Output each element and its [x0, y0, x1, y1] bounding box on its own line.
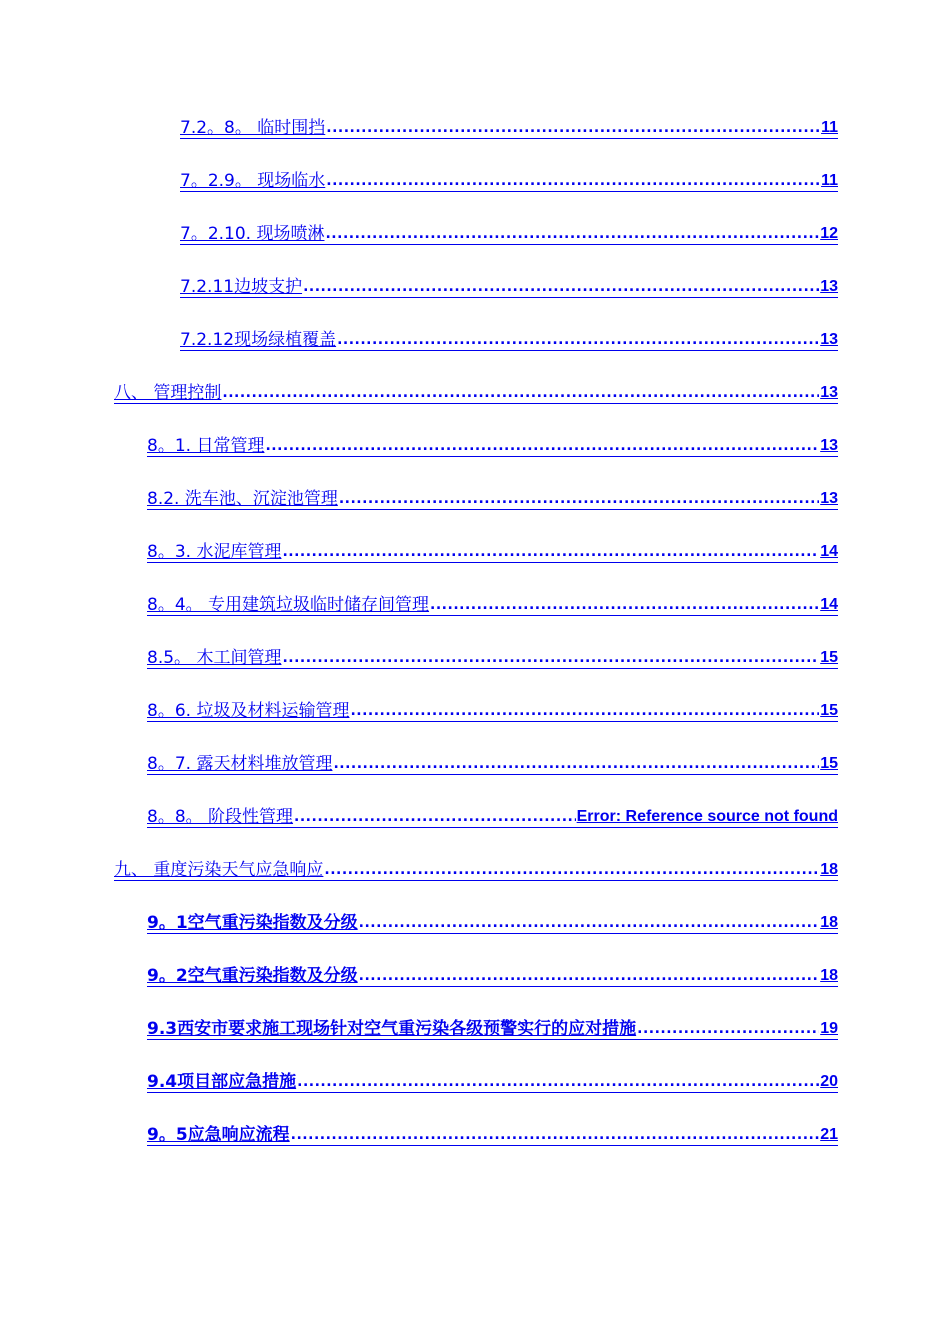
- toc-leader-dots: [265, 436, 819, 456]
- toc-leader-dots: [282, 648, 819, 668]
- toc-entry-8-7[interactable]: [147, 750, 838, 775]
- toc-entry-page: 19: [820, 1020, 838, 1037]
- toc-leader-dots: [294, 807, 576, 827]
- toc-entry-section-8[interactable]: [114, 379, 838, 404]
- toc-entry-page: Error: Reference source not found: [576, 808, 838, 825]
- toc-entry-9-1[interactable]: [147, 909, 838, 934]
- toc-entry-page: 18: [820, 914, 838, 931]
- toc-entry-title: 9。2空气重污染指数及分级: [147, 966, 358, 986]
- toc-entry-title: 9。1空气重污染指数及分级: [147, 913, 358, 933]
- toc-leader-dots: [282, 542, 819, 562]
- toc-entry-page: 11: [821, 119, 838, 136]
- toc-entry-title: 8。8。 阶段性管理: [147, 807, 294, 827]
- toc-entry-page: 14: [820, 543, 838, 560]
- toc-entry-7-2-11[interactable]: [180, 273, 838, 298]
- toc-entry-page: 18: [820, 967, 838, 984]
- toc-leader-dots: [303, 277, 819, 297]
- toc-entry-title: 7.2.11边坡支护: [180, 277, 303, 297]
- toc-leader-dots: [222, 383, 819, 403]
- toc-entry-9-2[interactable]: [147, 962, 838, 987]
- toc-leader-dots: [359, 966, 820, 986]
- toc-entry-page: 15: [820, 755, 838, 772]
- toc-entry-title: 8。4。 专用建筑垃圾临时储存间管理: [147, 595, 430, 615]
- toc-entry-section-9[interactable]: [114, 856, 838, 881]
- toc-entry-title: 7.2.12现场绿植覆盖: [180, 330, 337, 350]
- toc-leader-dots: [359, 913, 820, 933]
- toc-leader-dots: [297, 1072, 819, 1092]
- toc-leader-dots: [337, 330, 819, 350]
- toc-entry-8-1[interactable]: [147, 432, 838, 457]
- toc-entry-title: 8。3. 水泥库管理: [147, 542, 282, 562]
- toc-leader-dots: [430, 595, 819, 615]
- toc-entry-7-2-10[interactable]: [180, 220, 838, 245]
- toc-entry-8-8[interactable]: [147, 803, 838, 828]
- toc-entry-page: 12: [820, 225, 838, 242]
- toc-entry-title: 8。1. 日常管理: [147, 436, 265, 456]
- toc-entry-page: 18: [820, 861, 838, 878]
- toc-entry-8-5[interactable]: [147, 644, 838, 669]
- toc-entry-8-3[interactable]: [147, 538, 838, 563]
- toc-entry-title: 九、 重度污染天气应急响应: [114, 860, 324, 880]
- toc-leader-dots: [326, 118, 820, 138]
- toc-entry-title: 7。2.9。 现场临水: [180, 171, 326, 191]
- toc-entry-title: 9.4项目部应急措施: [147, 1072, 297, 1092]
- toc-entry-page: 15: [820, 649, 838, 666]
- toc-leader-dots: [339, 489, 819, 509]
- toc-entry-title: 7.2。8。 临时围挡: [180, 118, 326, 138]
- toc-leader-dots: [350, 701, 819, 721]
- toc-entry-title: 9。5应急响应流程: [147, 1125, 290, 1145]
- toc-leader-dots: [324, 860, 819, 880]
- toc-entry-title: 8.2. 洗车池、沉淀池管理: [147, 489, 338, 509]
- toc-entry-page: 13: [820, 437, 838, 454]
- toc-entry-8-6[interactable]: [147, 697, 838, 722]
- toc-entry-7-2-9[interactable]: [180, 167, 838, 192]
- toc-entry-page: 14: [820, 596, 838, 613]
- toc-entry-8-4[interactable]: [147, 591, 838, 616]
- toc-entry-page: 13: [820, 384, 838, 401]
- toc-entry-7-2-12[interactable]: [180, 326, 838, 351]
- toc-entry-page: 20: [820, 1073, 838, 1090]
- toc-entry-page: 15: [820, 702, 838, 719]
- toc-entry-title: 8。6. 垃圾及材料运输管理: [147, 701, 350, 721]
- toc-entry-title: 八、 管理控制: [114, 383, 222, 403]
- toc-entry-title: 7。2.10. 现场喷淋: [180, 224, 325, 244]
- toc-entry-title: 8.5。 木工间管理: [147, 648, 282, 668]
- toc-leader-dots: [326, 171, 820, 191]
- toc-entry-page: 21: [820, 1126, 838, 1143]
- toc-leader-dots: [333, 754, 819, 774]
- toc-entry-page: 11: [821, 172, 838, 189]
- toc-entry-8-2[interactable]: [147, 485, 838, 510]
- toc-leader-dots: [325, 224, 819, 244]
- toc-entry-page: 13: [820, 331, 838, 348]
- toc-entry-9-3[interactable]: [147, 1015, 838, 1040]
- toc-entry-9-5[interactable]: [147, 1121, 838, 1146]
- toc-leader-dots: [291, 1125, 820, 1145]
- toc-entry-page: 13: [820, 278, 838, 295]
- toc-entry-page: 13: [820, 490, 838, 507]
- toc-leader-dots: [637, 1019, 819, 1039]
- toc-entry-7-2-8[interactable]: [180, 114, 838, 139]
- toc-entry-title: 9.3西安市要求施工现场针对空气重污染各级预警实行的应对措施: [147, 1019, 637, 1039]
- toc-entry-title: 8。7. 露天材料堆放管理: [147, 754, 333, 774]
- toc-entry-9-4[interactable]: [147, 1068, 838, 1093]
